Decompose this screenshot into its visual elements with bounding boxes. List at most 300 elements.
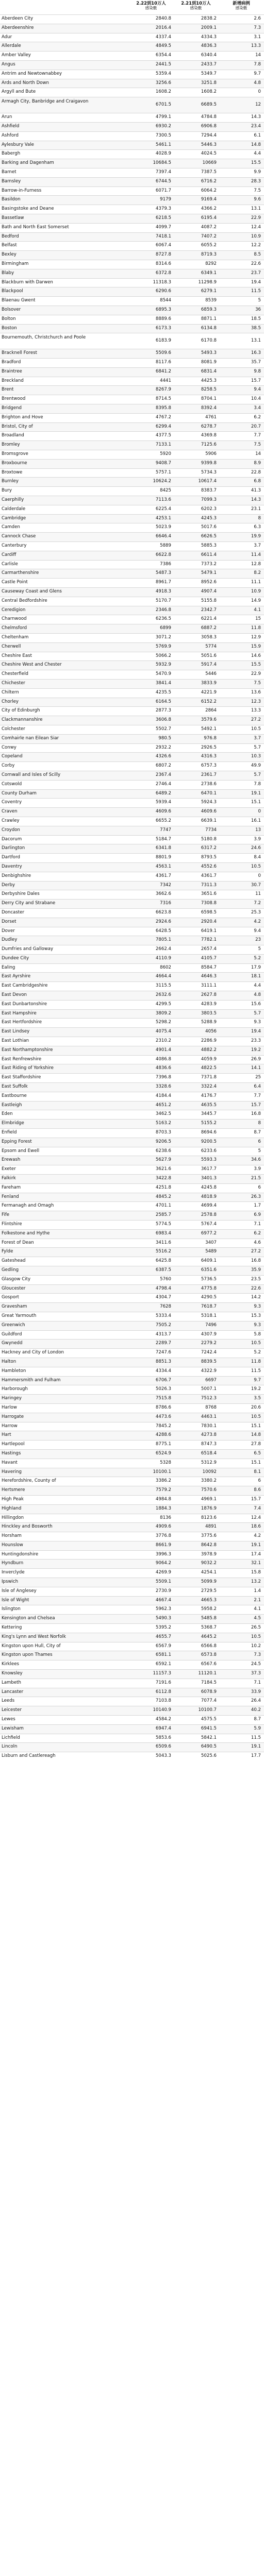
table-row — [0, 60, 264, 70]
area-name-cell: Forest of Dean — [2, 1240, 34, 1245]
new-cases-cell: 9.7 — [254, 71, 261, 76]
new-cases-cell: 3.5 — [254, 1396, 261, 1401]
table-row — [0, 761, 264, 771]
new-cases-cell: 25 — [255, 1075, 261, 1080]
area-name-cell: Brighton and Hove — [2, 414, 43, 420]
rate-feb21-cell: 6906.8 — [201, 123, 217, 129]
rate-feb22-cell: 8602 — [160, 964, 171, 970]
area-name-cell: Babergh — [2, 151, 21, 157]
rate-feb21-cell: 6055.2 — [201, 243, 217, 248]
new-cases-cell: 10.2 — [251, 1643, 261, 1649]
table-row — [0, 1220, 264, 1229]
rate-feb21-cell: 5493.3 — [201, 350, 217, 356]
rate-feb21-cell: 8081.9 — [201, 360, 217, 365]
table-row — [0, 1211, 264, 1220]
rate-feb22-cell: 4901.4 — [155, 1047, 171, 1053]
rate-feb21-cell: 6419.1 — [201, 928, 217, 934]
rate-feb22-cell: 4299.5 — [155, 1001, 171, 1007]
rate-feb22-cell: 4086.8 — [155, 1056, 171, 1062]
rate-feb21-cell: 8642.8 — [201, 1542, 217, 1548]
new-cases-cell: 7.2 — [254, 901, 261, 906]
table-row — [0, 1358, 264, 1367]
rate-feb21-cell: 5017.6 — [201, 524, 217, 530]
area-name-cell: Kensington and Chelsea — [2, 1616, 55, 1621]
rate-feb21-cell: 6573.8 — [201, 1652, 217, 1658]
table-row — [0, 1018, 264, 1027]
rate-feb21-cell: 6566.8 — [201, 1643, 217, 1649]
rate-feb21-cell: 2657.4 — [201, 946, 217, 952]
area-name-cell: Ceredigion — [2, 607, 26, 613]
rate-feb21-cell: 5349.7 — [201, 71, 217, 76]
area-name-cell: Boston — [2, 325, 17, 331]
rate-feb22-cell: 5298.2 — [155, 1020, 171, 1025]
table-row — [0, 1394, 264, 1403]
rate-feb22-cell: 5962.3 — [155, 1606, 171, 1612]
rate-feb21-cell: 8719.3 — [201, 252, 217, 258]
new-cases-cell: 35.7 — [251, 360, 261, 365]
area-name-cell: Broadland — [2, 433, 24, 438]
table-row — [0, 187, 264, 196]
rate-feb22-cell: 2840.8 — [155, 16, 171, 21]
new-cases-cell: 7.5 — [254, 680, 261, 686]
area-name-cell: Ealing — [2, 964, 15, 970]
new-cases-cell: 3.4 — [254, 405, 261, 411]
area-name-cell: Flintshire — [2, 1222, 22, 1227]
table-row — [0, 1697, 264, 1706]
rate-feb21-cell: 3407 — [205, 1240, 217, 1245]
rate-feb21-cell: 4699.4 — [201, 1203, 217, 1209]
table-row — [0, 899, 264, 908]
new-cases-cell: 12.4 — [251, 1515, 261, 1520]
area-name-cell: Dartford — [2, 855, 20, 860]
new-cases-cell: 6 — [258, 1478, 261, 1484]
rate-feb22-cell: 2016.4 — [155, 25, 171, 30]
rate-feb21-cell: 3651.6 — [201, 891, 217, 897]
rate-feb22-cell: 4184.4 — [155, 1093, 171, 1098]
table-row — [0, 477, 264, 486]
new-cases-cell: 49.9 — [251, 763, 261, 769]
table-row — [0, 698, 264, 707]
rate-feb21-cell: 4784.8 — [201, 114, 217, 120]
area-name-cell: Argyll and Bute — [2, 89, 36, 95]
new-cases-cell: 17.7 — [251, 1753, 261, 1759]
new-cases-cell: 37.3 — [251, 1671, 261, 1676]
rate-feb21-cell: 2738.6 — [201, 781, 217, 787]
new-cases-cell: 30.7 — [251, 882, 261, 888]
area-name-cell: Dudley — [2, 937, 18, 943]
rate-feb22-cell: 5760 — [160, 1276, 171, 1282]
area-name-cell: Denbighshire — [2, 873, 31, 878]
table-row — [0, 1623, 264, 1633]
area-name-cell: Bassetlaw — [2, 215, 24, 221]
rate-feb21-cell: 6470.1 — [201, 790, 217, 796]
table-row — [0, 1468, 264, 1477]
table-row — [0, 496, 264, 505]
rate-feb21-cell: 2926.5 — [201, 744, 217, 750]
rate-feb21-cell: 8747.3 — [201, 1442, 217, 1447]
rate-feb21-cell: 2578.8 — [201, 1212, 217, 1218]
area-name-cell: Blackburn with Darwen — [2, 279, 53, 285]
rate-feb21-cell: 4283.9 — [201, 1001, 217, 1007]
rate-feb22-cell: 4849.5 — [155, 43, 171, 49]
rate-feb21-cell: 4273.8 — [201, 1432, 217, 1438]
rate-feb21-cell: 8123.6 — [201, 1515, 217, 1520]
area-name-cell: Bournemouth, Christchurch and Poole — [2, 335, 86, 341]
rate-feb21-cell: 5007.1 — [201, 1386, 217, 1392]
area-name-cell: Blackpool — [2, 289, 23, 294]
area-name-cell: Ashford — [2, 132, 19, 138]
rate-feb21-cell: 6340.4 — [201, 53, 217, 58]
new-cases-cell: 22.9 — [251, 215, 261, 221]
new-cases-cell: 4.8 — [254, 80, 261, 86]
table-row — [0, 1367, 264, 1376]
rate-feb22-cell: 6983.4 — [155, 1230, 171, 1236]
rate-feb22-cell: 4667.4 — [155, 1597, 171, 1603]
rate-feb21-cell: 3058.3 — [201, 635, 217, 640]
new-cases-cell: 4.5 — [254, 1616, 261, 1621]
rate-feb21-cell: 7373.2 — [201, 561, 217, 567]
rate-feb21-cell: 6202.3 — [201, 506, 217, 512]
rate-feb22-cell: 5163.2 — [155, 1121, 171, 1126]
table-row — [0, 569, 264, 578]
rate-feb21-cell: 5593.3 — [201, 1157, 217, 1163]
rate-feb21-cell: 4290.5 — [201, 1295, 217, 1300]
rate-feb22-cell: 4253.1 — [155, 515, 171, 521]
rate-feb22-cell: 8801.9 — [155, 855, 171, 860]
new-cases-cell: 11.8 — [251, 1359, 261, 1364]
table-row — [0, 431, 264, 440]
column-header-new-cases-title: 新增病例 — [233, 1, 250, 6]
area-name-cell: Lincoln — [2, 1744, 18, 1750]
area-name-cell: East Renfrewshire — [2, 1056, 42, 1062]
area-name-cell: Kettering — [2, 1625, 22, 1631]
rate-feb21-cell: 4366.2 — [201, 206, 217, 212]
rate-feb21-cell: 4254.1 — [201, 1570, 217, 1575]
area-name-cell: Cannock Chase — [2, 534, 36, 539]
table-row — [0, 1559, 264, 1568]
new-cases-cell: 13.1 — [251, 338, 261, 344]
rate-feb21-cell: 6349.1 — [201, 270, 217, 276]
rate-feb22-cell: 8136 — [160, 1515, 171, 1520]
rate-feb21-cell: 6490.5 — [201, 1744, 217, 1750]
new-cases-cell: 8.7 — [254, 1717, 261, 1722]
area-name-cell: Broxbourne — [2, 460, 27, 466]
table-row — [0, 633, 264, 642]
new-cases-cell: 4.4 — [254, 983, 261, 989]
area-name-cell: East Riding of Yorkshire — [2, 1065, 54, 1071]
rate-feb22-cell: 4269.9 — [155, 1570, 171, 1575]
table-row — [0, 1522, 264, 1532]
rate-feb21-cell: 4891 — [205, 1524, 217, 1530]
area-name-cell: Leeds — [2, 1698, 15, 1704]
area-name-cell: Adur — [2, 34, 12, 40]
area-name-cell: Isle of Wight — [2, 1597, 29, 1603]
rate-feb22-cell: 10140.9 — [153, 1707, 171, 1713]
new-cases-cell: 15.6 — [251, 1001, 261, 1007]
area-name-cell: Coventry — [2, 800, 22, 805]
new-cases-cell: 23.3 — [251, 1038, 261, 1044]
rate-feb22-cell: 4798.4 — [155, 1285, 171, 1291]
rate-feb21-cell: 4818.9 — [201, 1194, 217, 1199]
rate-feb21-cell: 10669 — [202, 160, 217, 166]
rate-feb22-cell: 5757.1 — [155, 469, 171, 475]
area-name-cell: East Devon — [2, 992, 27, 998]
table-row — [0, 523, 264, 532]
new-cases-cell: 16.8 — [251, 1258, 261, 1264]
table-row — [0, 1550, 264, 1560]
table-row — [0, 1642, 264, 1651]
area-name-cell: Chorley — [2, 699, 19, 704]
rate-feb22-cell: 9064.2 — [155, 1561, 171, 1566]
new-cases-cell: 26.9 — [251, 1056, 261, 1062]
area-name-cell: Fylde — [2, 1249, 13, 1255]
new-cases-cell: 9.3 — [254, 1020, 261, 1025]
rate-feb21-cell: 7734 — [205, 827, 217, 833]
table-row — [0, 440, 264, 450]
table-row — [0, 306, 264, 315]
new-cases-cell: 10.4 — [251, 396, 261, 402]
area-name-cell: Blaenau Gwent — [2, 298, 36, 303]
rate-feb22-cell: 4918.3 — [155, 589, 171, 595]
rate-feb22-cell: 9179 — [160, 197, 171, 202]
area-name-cell: East Hampshire — [2, 1010, 37, 1016]
rate-feb21-cell: 5885.3 — [201, 543, 217, 549]
rate-feb22-cell: 5509.6 — [155, 350, 171, 356]
new-cases-cell: 13.6 — [251, 689, 261, 695]
rate-feb21-cell: 11120.1 — [198, 1671, 217, 1676]
area-name-cell: Folkestone and Hythe — [2, 1230, 50, 1236]
rate-feb21-cell: 4316.3 — [201, 754, 217, 759]
rate-feb21-cell: 4307.9 — [201, 1331, 217, 1337]
area-name-cell: Great Yarmouth — [2, 1313, 37, 1318]
rate-feb22-cell: 6841.2 — [155, 368, 171, 374]
rate-feb22-cell: 6655.2 — [155, 818, 171, 823]
area-name-cell: Harrow — [2, 1423, 18, 1429]
new-cases-cell: 15 — [255, 616, 261, 622]
table-row — [0, 1009, 264, 1019]
rate-feb22-cell: 4651.2 — [155, 1102, 171, 1108]
table-row — [0, 214, 264, 223]
table-row — [0, 597, 264, 606]
area-name-cell: Aberdeenshire — [2, 25, 34, 30]
new-cases-cell: 22.8 — [251, 469, 261, 475]
rate-feb22-cell: 7747 — [160, 827, 171, 833]
rate-feb21-cell: 2279.2 — [201, 1341, 217, 1346]
new-cases-cell: 3.1 — [254, 34, 261, 40]
rate-feb21-cell: 4056 — [205, 1029, 217, 1035]
area-name-cell: Camden — [2, 524, 20, 530]
area-name-cell: Allerdale — [2, 43, 21, 49]
rate-feb21-cell: 5734.3 — [201, 469, 217, 475]
table-row — [0, 1257, 264, 1266]
new-cases-cell: 8.4 — [254, 855, 261, 860]
rate-feb22-cell: 7628 — [160, 1304, 171, 1310]
area-name-cell: Conwy — [2, 744, 16, 750]
rate-feb21-cell: 4836.3 — [201, 43, 217, 49]
table-row — [0, 324, 264, 333]
new-cases-cell: 3.9 — [254, 1166, 261, 1172]
area-name-cell: Cheshire West and Chester — [2, 662, 62, 668]
area-name-cell: Chiltern — [2, 689, 19, 695]
table-row — [0, 954, 264, 963]
area-name-cell: Birmingham — [2, 261, 29, 266]
rate-feb22-cell: 7191.6 — [155, 1680, 171, 1685]
area-name-cell: Epping Forest — [2, 1139, 32, 1144]
table-row — [0, 413, 264, 422]
rate-feb22-cell: 5939.4 — [155, 800, 171, 805]
table-row — [0, 1706, 264, 1715]
rate-feb22-cell: 8775.1 — [155, 1442, 171, 1447]
rate-feb21-cell: 3251.8 — [201, 80, 217, 86]
new-cases-cell: 14.9 — [251, 598, 261, 603]
rate-feb21-cell: 2838.2 — [201, 16, 217, 21]
new-cases-cell: 16.1 — [251, 818, 261, 823]
table-row — [0, 532, 264, 541]
area-name-cell: Arun — [2, 114, 12, 120]
rate-feb21-cell: 5906 — [205, 451, 217, 457]
column-header-new-cases — [219, 1, 264, 11]
rate-feb22-cell: 6354.4 — [155, 53, 171, 58]
rate-feb21-cell: 4635.5 — [201, 1102, 217, 1108]
table-row — [0, 377, 264, 386]
rate-feb22-cell: 2730.9 — [155, 1588, 171, 1594]
table-row — [0, 789, 264, 799]
rate-feb22-cell: 6218.5 — [155, 215, 171, 221]
rate-feb22-cell: 5026.3 — [155, 1386, 171, 1392]
rate-feb21-cell: 5155.8 — [201, 598, 217, 603]
area-name-cell: East Hertfordshire — [2, 1020, 42, 1025]
rate-feb21-cell: 6278.7 — [201, 423, 217, 429]
table-row — [0, 918, 264, 927]
new-cases-cell: 15.7 — [251, 1496, 261, 1502]
rate-feb22-cell: 6947.4 — [155, 1725, 171, 1731]
table-row — [0, 131, 264, 141]
new-cases-cell: 6.2 — [254, 1230, 261, 1236]
rate-feb22-cell: 8703.3 — [155, 1130, 171, 1136]
rate-feb21-cell: 3978.9 — [201, 1551, 217, 1557]
table-row — [0, 1092, 264, 1101]
rate-feb22-cell: 5461.1 — [155, 142, 171, 147]
new-cases-cell: 6.2 — [254, 414, 261, 420]
table-row — [0, 1614, 264, 1623]
rate-feb22-cell: 6112.8 — [155, 1689, 171, 1694]
rate-feb21-cell: 6317.2 — [201, 845, 217, 851]
rate-feb21-cell: 6567.6 — [201, 1662, 217, 1667]
table-row — [0, 963, 264, 973]
rate-feb21-cell: 8793.5 — [201, 855, 217, 860]
new-cases-cell: 7.1 — [254, 1222, 261, 1227]
table-row — [0, 615, 264, 624]
rate-feb21-cell: 5368.7 — [201, 1625, 217, 1631]
area-name-cell: Epsom and Ewell — [2, 1148, 40, 1154]
rate-feb21-cell: 6716.2 — [201, 178, 217, 184]
new-cases-cell: 15.8 — [251, 1570, 261, 1575]
new-cases-cell: 32.1 — [251, 1561, 261, 1566]
table-row — [0, 1229, 264, 1239]
new-cases-cell: 26.5 — [251, 1625, 261, 1631]
rate-feb22-cell: 4836.6 — [155, 1065, 171, 1071]
table-row — [0, 1688, 264, 1697]
new-cases-cell: 3.7 — [254, 735, 261, 741]
area-name-cell: Central Bedfordshire — [2, 598, 47, 603]
area-name-cell: Gloucester — [2, 1285, 26, 1291]
new-cases-cell: 4.1 — [254, 1606, 261, 1612]
new-cases-cell: 23.4 — [251, 123, 261, 129]
rate-feb21-cell: 2361.7 — [201, 772, 217, 777]
table-row — [0, 1128, 264, 1138]
rate-feb21-cell: 7125.6 — [201, 442, 217, 448]
table-row — [0, 260, 264, 269]
new-cases-cell: 15.1 — [251, 1423, 261, 1429]
area-name-cell: Gwynedd — [2, 1341, 23, 1346]
area-name-cell: Aberdeen City — [2, 16, 34, 21]
rate-feb21-cell: 10092 — [202, 1469, 217, 1475]
rate-feb22-cell: 6701.5 — [155, 102, 171, 108]
area-name-cell: Cotswold — [2, 781, 22, 787]
rate-feb22-cell: 1608.2 — [155, 89, 171, 95]
new-cases-cell: 15.3 — [251, 1313, 261, 1318]
new-cases-cell: 22.6 — [251, 261, 261, 266]
table-row — [0, 1101, 264, 1110]
new-cases-cell: 6.8 — [254, 479, 261, 484]
rate-feb22-cell: 8267.9 — [155, 387, 171, 393]
rate-feb22-cell: 7247.6 — [155, 1350, 171, 1355]
table-row — [0, 1403, 264, 1413]
table-row — [0, 486, 264, 496]
table-row — [0, 122, 264, 131]
area-name-cell: East Northamptonshire — [2, 1047, 53, 1053]
rate-feb22-cell: 3809.2 — [155, 1010, 171, 1016]
new-cases-cell: 27.2 — [251, 1249, 261, 1255]
area-name-cell: Bedford — [2, 233, 19, 239]
new-cases-cell: 4.2 — [254, 919, 261, 924]
area-name-cell: Breckland — [2, 378, 24, 383]
area-name-cell: Hambleton — [2, 1368, 26, 1374]
table-row — [0, 1064, 264, 1073]
new-cases-cell: 6.1 — [254, 132, 261, 138]
rate-feb21-cell: 8839.5 — [201, 1359, 217, 1364]
new-cases-cell: 13 — [255, 827, 261, 833]
table-row — [0, 606, 264, 615]
new-cases-cell: 5.2 — [254, 955, 261, 961]
rate-feb21-cell: 4024.5 — [201, 151, 217, 157]
new-cases-cell: 13.3 — [251, 43, 261, 49]
new-cases-cell: 22.6 — [251, 1285, 261, 1291]
table-row — [0, 223, 264, 232]
rate-feb21-cell: 6887.2 — [201, 625, 217, 631]
table-row — [0, 459, 264, 468]
rate-feb22-cell: 8117.6 — [155, 360, 171, 365]
new-cases-cell: 11.5 — [251, 1368, 261, 1374]
new-cases-cell: 14 — [255, 451, 261, 457]
table-row — [0, 927, 264, 936]
rate-feb21-cell: 6598.5 — [201, 909, 217, 915]
new-cases-cell: 8.7 — [254, 1130, 261, 1136]
rate-feb21-cell: 5774 — [205, 643, 217, 649]
table-row — [0, 1119, 264, 1128]
table-row — [0, 972, 264, 981]
rate-feb22-cell: 5066.2 — [155, 653, 171, 658]
area-name-cell: Dover — [2, 928, 15, 934]
rate-feb22-cell: 6622.8 — [155, 552, 171, 557]
rate-feb22-cell: 7515.8 — [155, 1396, 171, 1401]
rate-feb21-cell: 6689.5 — [201, 102, 217, 108]
table-row — [0, 1165, 264, 1174]
area-name-cell: Kingston upon Thames — [2, 1652, 53, 1658]
new-cases-cell: 7.3 — [254, 1652, 261, 1658]
new-cases-cell: 7.1 — [254, 1680, 261, 1685]
new-cases-cell: 14.8 — [251, 142, 261, 147]
